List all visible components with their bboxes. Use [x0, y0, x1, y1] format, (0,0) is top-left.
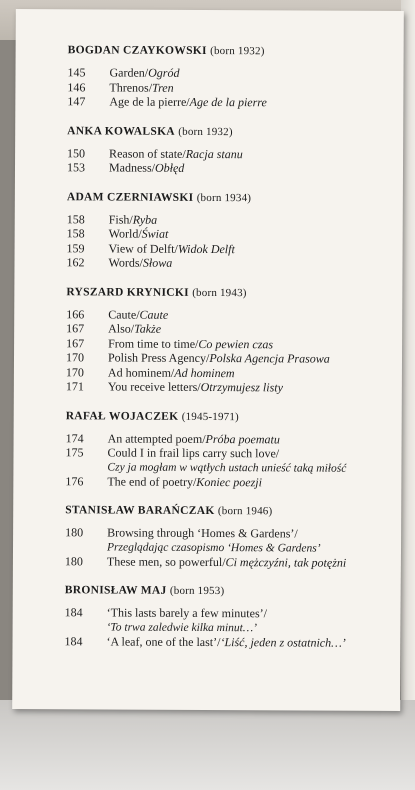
page-number: 158	[66, 211, 85, 226]
poet-section	[65, 502, 390, 570]
poem-title: View of Delft/	[108, 240, 178, 256]
poem-title: Garden/	[109, 65, 149, 80]
poem-title: Age de la pierre/	[109, 94, 190, 109]
original-title: Ci mężczyźni, tak potężni	[225, 554, 347, 570]
original-title: Ryba	[132, 212, 158, 227]
table-of-contents	[64, 42, 392, 664]
poem-title: ‘This lasts barely a few minutes’/	[106, 605, 268, 621]
original-title: Racja stanu	[185, 146, 243, 161]
original-title: Tren	[152, 80, 174, 95]
poet-heading	[66, 408, 391, 425]
poet-section	[66, 284, 392, 396]
original-title-continuation: ‘To trwa zaledwie kilka minut…’	[106, 620, 257, 634]
original-title: Świat	[141, 226, 169, 241]
page-number: 180	[64, 553, 83, 568]
poet-name: ADAM CZERNIAWSKI	[66, 190, 194, 204]
poem-title: Words/	[108, 255, 143, 270]
original-title: Ad hominem	[174, 365, 235, 380]
poet-heading	[66, 284, 391, 301]
poem-title: Threnos/	[109, 79, 153, 95]
poem-title: Could I in frail lips carry such love/	[107, 445, 280, 461]
poet-dates: (born 1953)	[169, 584, 225, 598]
poem-title: Reason of state/	[109, 145, 186, 161]
original-title-continuation: Czy ja mogłam w wątłych ustach unieść taką miłość	[107, 460, 347, 475]
poem-title: ‘A leaf, one of the last’/	[106, 633, 221, 649]
toc-entry	[67, 160, 392, 176]
poet-heading	[67, 189, 392, 206]
original-title: ‘Liść, jeden z ostatnich…’	[220, 634, 346, 650]
poem-title: Also/	[108, 321, 135, 336]
toc-entry	[65, 554, 390, 570]
page-number: 162	[66, 255, 85, 270]
poet-name: ANKA KOWALSKA	[67, 124, 175, 138]
poet-heading	[67, 123, 392, 140]
poet-name: BOGDAN CZAYKOWSKI	[67, 44, 207, 57]
original-title: Koniec poezji	[196, 474, 263, 489]
poet-section	[64, 582, 389, 650]
poem-title: The end of poetry/	[107, 473, 197, 489]
toc-entry	[66, 379, 391, 395]
poet-dates: (born 1934)	[196, 191, 252, 204]
toc-entry	[64, 634, 389, 650]
poem-title: Madness/	[108, 160, 156, 175]
poet-dates: (born 1946)	[217, 505, 273, 518]
page-number: 171	[65, 379, 84, 394]
page-number: 184	[64, 633, 83, 648]
poet-section	[67, 123, 392, 177]
page-number: 167	[66, 321, 85, 336]
original-title: Słowa	[142, 255, 173, 270]
poet-heading	[65, 582, 390, 599]
page-number: 147	[67, 94, 86, 109]
page-number: 175	[65, 445, 84, 460]
poet-heading	[68, 42, 393, 59]
page-number: 145	[67, 65, 86, 80]
table-surface	[0, 700, 415, 790]
poet-section	[65, 408, 390, 490]
poem-title: Browsing through ‘Homes & Gardens’/	[107, 525, 298, 541]
poem-title: World/	[108, 226, 142, 241]
poem-title: These men, so powerful/	[106, 553, 226, 569]
poem-title: You receive letters/	[107, 379, 201, 394]
original-title: Age de la pierre	[189, 94, 267, 110]
original-title: Także	[134, 321, 162, 336]
poet-heading	[65, 502, 390, 519]
page-number: 146	[67, 79, 86, 94]
toc-entry	[65, 474, 390, 490]
page-number: 166	[66, 306, 85, 321]
poet-dates: (1945-1971)	[181, 410, 239, 423]
original-title-continuation: Przeglądając czasopismo ‘Homes & Gardens’	[106, 540, 321, 555]
page-number: 159	[66, 240, 85, 255]
page-number: 150	[67, 145, 86, 160]
poet-name: BRONISŁAW MAJ	[64, 584, 167, 597]
toc-entry	[65, 605, 390, 621]
page-number: 167	[66, 335, 85, 350]
original-title: Co pewien czas	[198, 336, 274, 351]
toc-entry	[66, 255, 391, 271]
page-number: 170	[65, 364, 84, 379]
page-number: 174	[65, 430, 84, 445]
poet-name: RYSZARD KRYNICKI	[66, 285, 189, 299]
original-title: Ogród	[148, 65, 180, 80]
original-title: Widok Delft	[177, 241, 235, 256]
poet-dates: (born 1943)	[192, 286, 247, 299]
original-title: Polska Agencja Prasowa	[209, 351, 330, 366]
poet-section	[66, 189, 391, 272]
original-title: Caute	[139, 307, 169, 322]
poem-title: Ad hominem/	[107, 364, 175, 380]
poem-title: From time to time/	[108, 335, 199, 351]
toc-entry	[65, 445, 390, 461]
original-title: Próba poematu	[205, 431, 280, 446]
original-title: Obłęd	[154, 160, 185, 175]
poet-name: STANISŁAW BARAŃCZAK	[65, 504, 215, 518]
toc-entry	[67, 94, 392, 110]
page-number: 170	[65, 350, 85, 365]
poet-dates: (born 1932)	[210, 45, 265, 58]
original-title: Otrzymujesz listy	[200, 379, 284, 395]
poet-section	[67, 42, 392, 110]
poet-name: RAFAŁ WOJACZEK	[65, 409, 179, 423]
poem-title: An attempted poem/	[107, 430, 206, 446]
poem-title: Fish/	[108, 211, 133, 227]
page-number: 180	[65, 525, 84, 540]
poet-dates: (born 1932)	[178, 125, 233, 138]
poem-title: Polish Press Agency/	[107, 350, 210, 366]
page-number: 184	[64, 605, 83, 620]
book-page	[12, 9, 404, 711]
page-number: 153	[66, 160, 86, 175]
page-number: 158	[66, 226, 85, 241]
poem-title: Caute/	[108, 306, 140, 322]
toc-entry	[65, 525, 390, 541]
page-number: 176	[65, 473, 84, 488]
